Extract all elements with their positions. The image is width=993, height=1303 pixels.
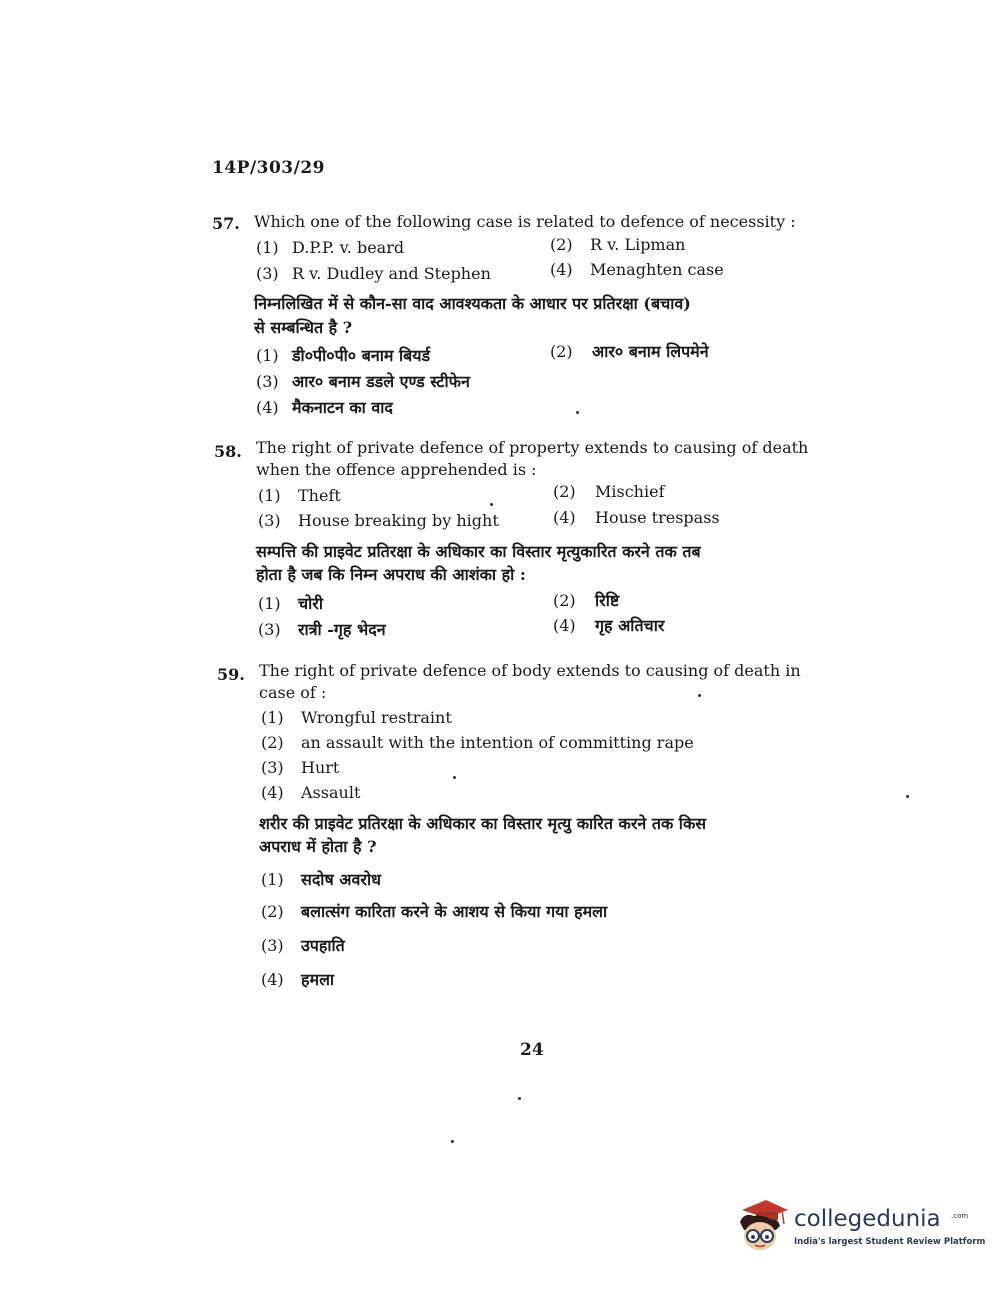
option-item	[256, 264, 491, 283]
option-text: House breaking by hight	[298, 511, 499, 530]
option-text: मैकनाटन का वाद	[292, 398, 393, 417]
option-number: (4)	[261, 970, 284, 989]
hindi-option-item	[261, 968, 334, 990]
scan-speck	[906, 795, 909, 798]
option-number: (4)	[553, 508, 576, 527]
hindi-option-item	[256, 344, 430, 366]
option-number: (3)	[258, 620, 281, 639]
hindi-option-item	[258, 592, 323, 614]
option-text: उपहाति	[301, 936, 345, 955]
option-text: आर० बनाम लिपमेने	[592, 342, 709, 361]
scan-speck	[453, 776, 456, 779]
hindi-option-item	[261, 934, 345, 956]
collegedunia-logo	[732, 1196, 986, 1266]
hindi-option-item	[550, 340, 709, 362]
hindi-question-line: शरीर की प्राइवेट प्रतिरक्षा के अधिकार का विस्तार मृत्यु कारित करने तक किस	[259, 814, 707, 833]
logo-tagline: India's largest Student Review Platform	[794, 1237, 986, 1247]
option-number: (2)	[261, 902, 284, 921]
option-number: (1)	[258, 594, 281, 613]
option-number: (3)	[261, 758, 284, 777]
hindi-option-item	[261, 868, 381, 890]
option-item	[256, 238, 404, 257]
option-text: चोरी	[298, 594, 323, 613]
question-text: The right of private defence of body extends to causing of death in	[259, 661, 801, 680]
option-text: बलात्संग कारिता करने के आशय से किया गया हमला	[301, 902, 608, 921]
option-text: Mischief	[595, 482, 665, 501]
hindi-question-line: से सम्बन्धित है ?	[254, 318, 353, 337]
question-text: The right of private defence of property extends to causing of death	[256, 438, 809, 457]
option-number: (4)	[261, 783, 284, 802]
paper-code: 14P/303/29	[212, 158, 326, 178]
option-number: (3)	[256, 372, 279, 391]
option-text: सदोष अवरोध	[301, 870, 381, 889]
question-text: case of :	[259, 683, 327, 702]
hindi-option-item	[553, 589, 619, 611]
option-number: (3)	[261, 936, 284, 955]
option-text: R v. Dudley and Stephen	[292, 264, 491, 283]
option-number: (1)	[261, 870, 284, 889]
scan-speck	[518, 1097, 521, 1100]
hindi-option-item	[256, 370, 470, 392]
option-number: (1)	[258, 486, 281, 505]
option-item	[258, 511, 499, 530]
option-number: (2)	[261, 733, 284, 752]
option-text: Wrongful restraint	[301, 708, 452, 727]
hindi-option-item	[256, 396, 393, 418]
scan-speck	[698, 694, 701, 697]
option-number: (4)	[256, 398, 279, 417]
option-text: Assault	[301, 783, 361, 802]
hindi-question-line: सम्पत्ति की प्राइवेट प्रतिरक्षा के अधिकार का विस्तार मृत्युकारित करने तक तब	[256, 542, 701, 561]
option-number: (1)	[256, 238, 279, 257]
option-number: (4)	[553, 616, 576, 635]
question-text: when the offence apprehended is :	[256, 460, 537, 479]
option-item	[261, 783, 360, 802]
option-item	[550, 260, 724, 279]
hindi-option-item	[261, 900, 607, 922]
scan-speck	[576, 411, 579, 414]
option-item	[261, 708, 452, 727]
hindi-question-line: अपराध में होता है ?	[259, 837, 377, 856]
logo-domain-suffix: .com	[951, 1212, 969, 1220]
option-number: (1)	[261, 708, 284, 727]
option-text: R v. Lipman	[590, 235, 686, 254]
option-text: रात्री -गृह भेदन	[298, 620, 386, 639]
option-text: गृह अतिचार	[595, 616, 665, 635]
option-item	[550, 235, 685, 254]
option-number: (2)	[553, 591, 576, 610]
student-mascot-icon	[732, 1196, 792, 1260]
question-number: 58.	[214, 442, 242, 461]
option-text: an assault with the intention of committing rape	[301, 733, 694, 752]
option-text: हमला	[301, 970, 335, 989]
question-number: 57.	[212, 214, 240, 233]
option-number: (2)	[550, 342, 573, 361]
option-number: (3)	[258, 511, 281, 530]
option-text: रिष्टि	[595, 591, 620, 610]
option-number: (4)	[550, 260, 573, 279]
logo-brand-text: collegedunia	[794, 1206, 941, 1232]
scan-speck	[490, 503, 493, 506]
hindi-question-line: निम्नलिखित में से कौन-सा वाद आवश्यकता के आधार पर प्रतिरक्षा (बचाव)	[254, 294, 691, 313]
option-text: House trespass	[595, 508, 720, 527]
option-number: (1)	[256, 346, 279, 365]
option-text: D.P.P. v. beard	[292, 238, 405, 257]
hindi-option-item	[258, 618, 386, 640]
hindi-option-item	[553, 614, 664, 636]
option-item	[258, 486, 341, 505]
option-number: (3)	[256, 264, 279, 283]
scan-speck	[451, 1140, 454, 1143]
option-text: Hurt	[301, 758, 340, 777]
page-number: 24	[520, 1040, 544, 1060]
option-item	[261, 758, 339, 777]
option-item	[553, 508, 720, 527]
option-text: डी०पी०पी० बनाम बियर्ड	[292, 346, 431, 365]
hindi-question-line: होता है जब कि निम्न अपराध की आशंका हो :	[256, 565, 526, 584]
option-text: आर० बनाम डडले एण्ड स्टीफेन	[292, 372, 470, 391]
question-text: Which one of the following case is related to defence of necessity :	[254, 212, 796, 231]
option-number: (2)	[553, 482, 576, 501]
option-text: Theft	[298, 486, 341, 505]
option-text: Menaghten case	[590, 260, 724, 279]
option-number: (2)	[550, 235, 573, 254]
option-item	[553, 482, 664, 501]
option-item	[261, 733, 694, 752]
question-number: 59.	[217, 665, 245, 684]
